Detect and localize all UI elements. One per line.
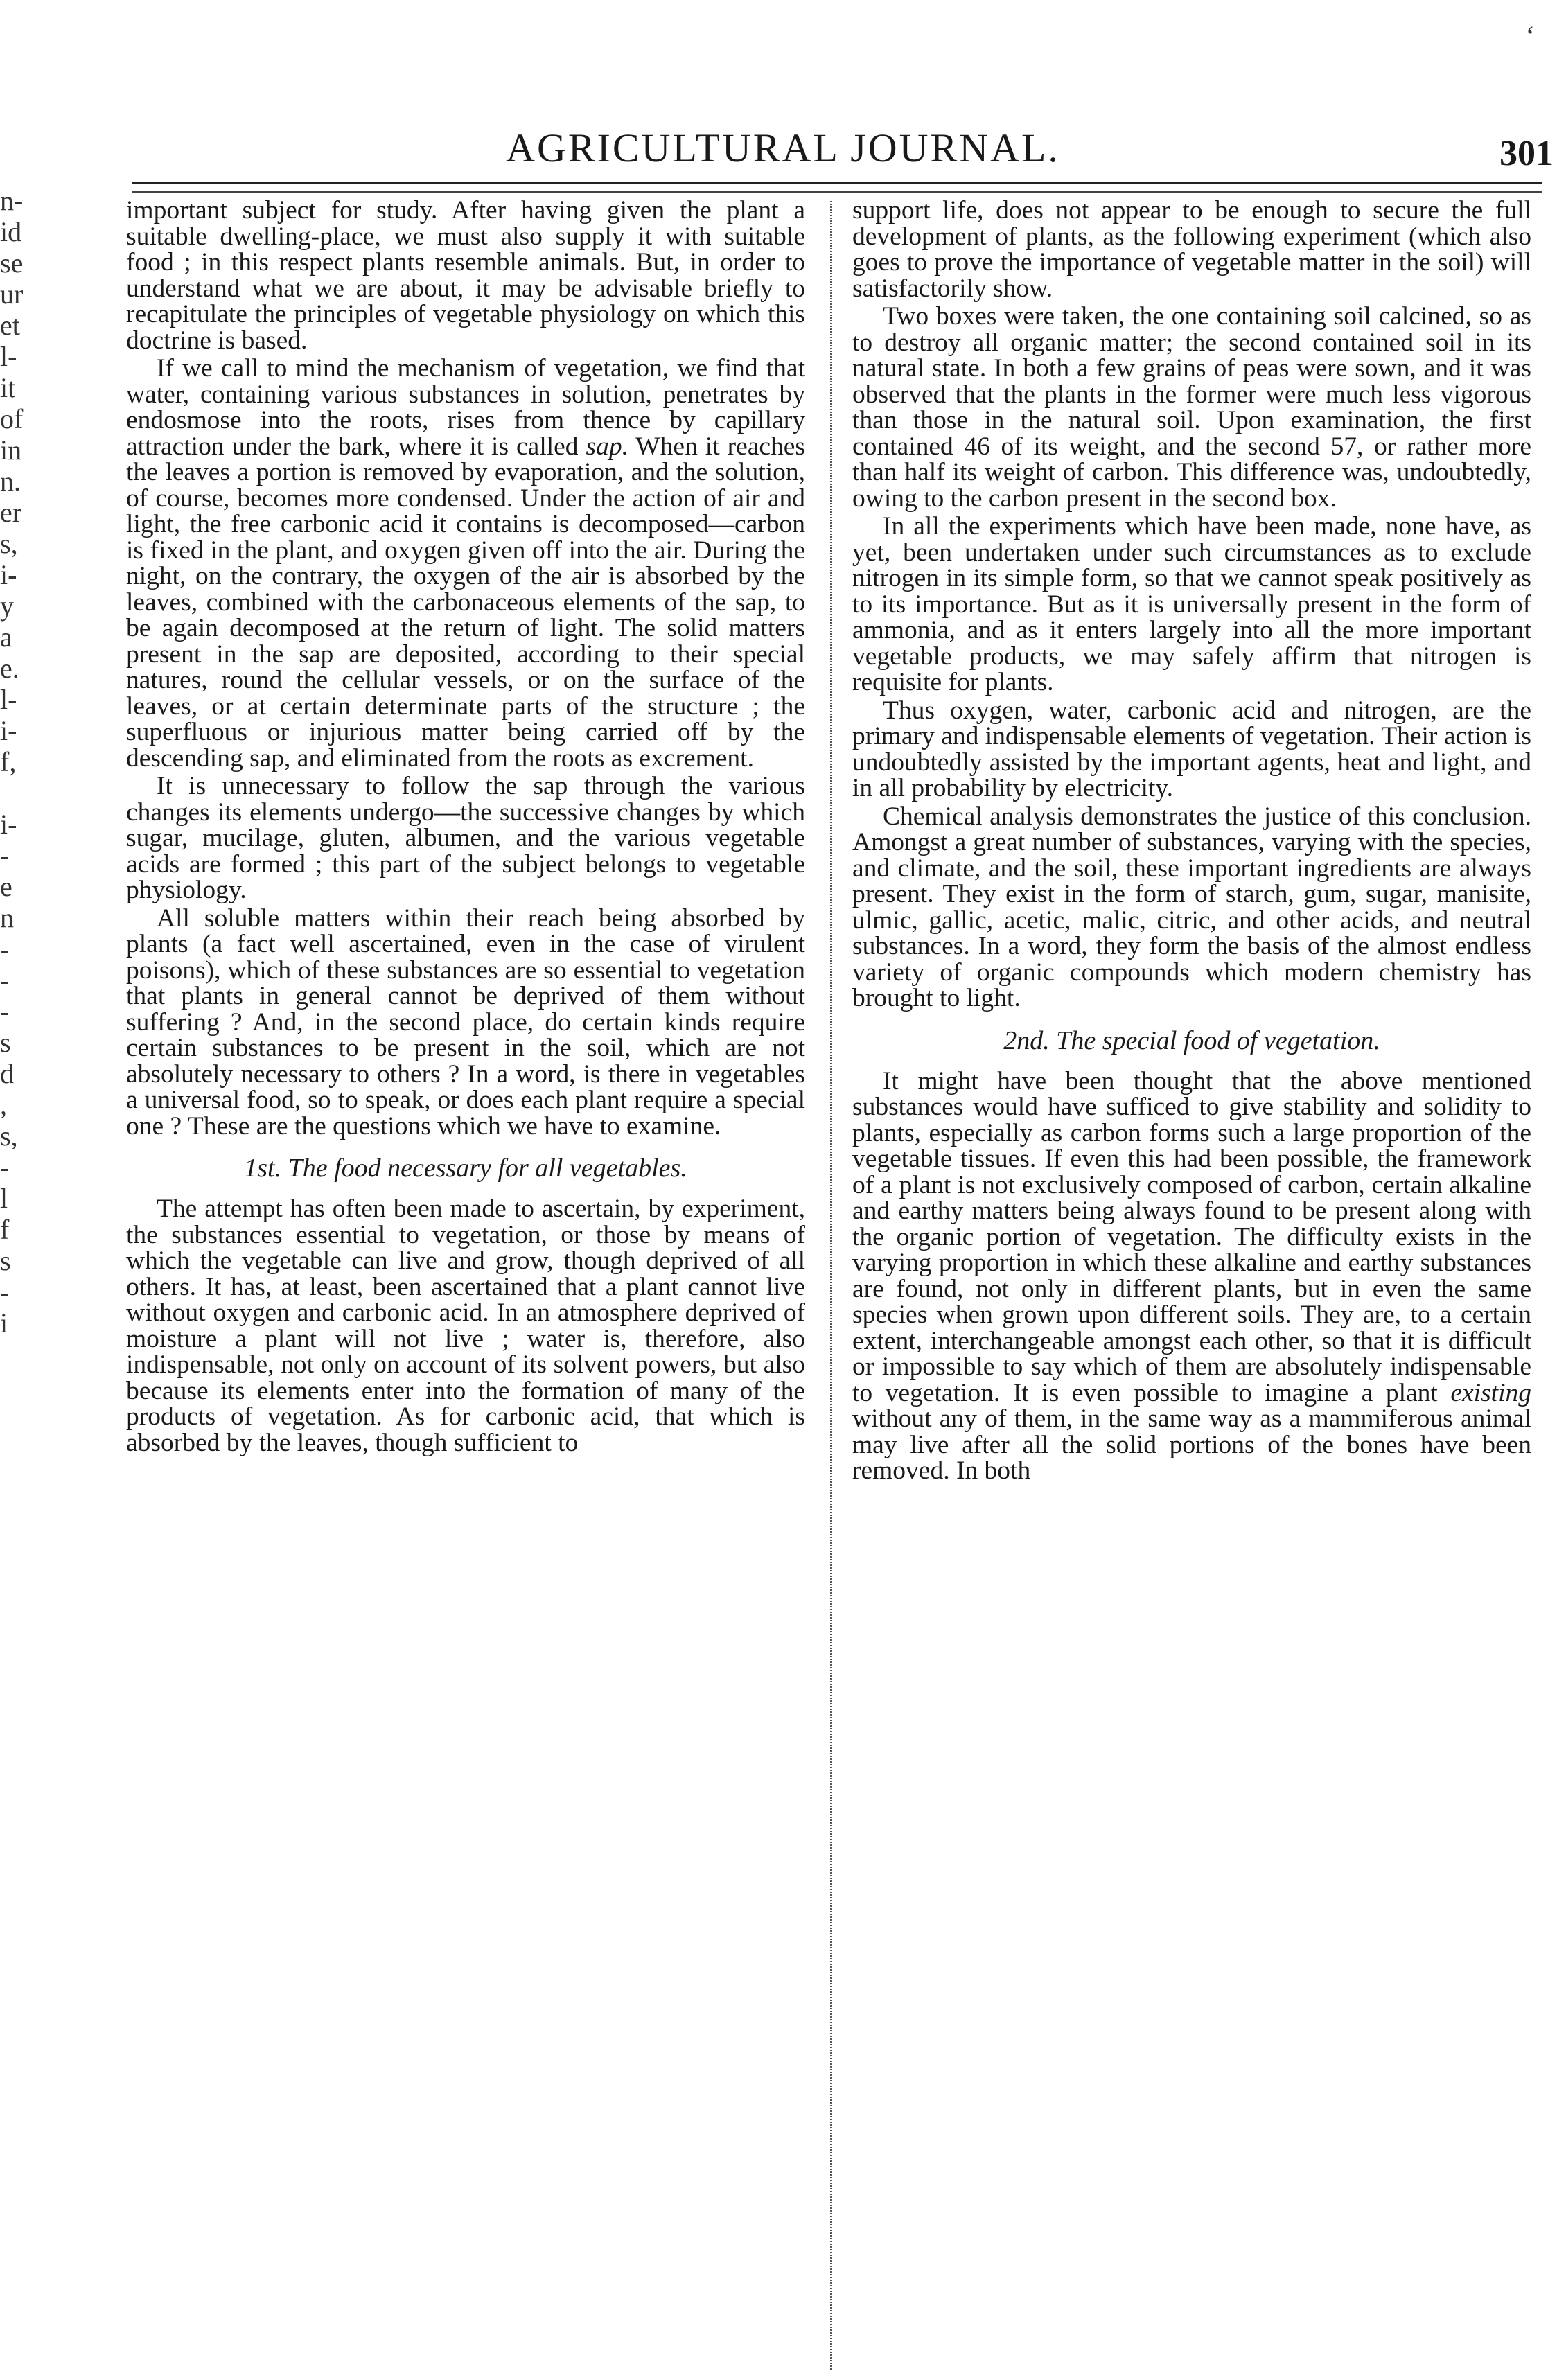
adjacent-page-margin [0, 187, 28, 1341]
margin-fragment: l [0, 1183, 8, 1214]
margin-fragment: s [0, 1027, 11, 1058]
margin-fragment: f [0, 1214, 10, 1245]
paragraph: Chemical analysis demonstrates the justice of this conclusion. Amongst a great number of substances, varying with the species, and climate, and the soil, these important ingredients are always present. They exist in the form of starch, gum, sugar, manisite, ulmic, gallic, acetic, malic, citric, and other acids, and neutral substances. In a word, they form the basis of the almost endless variety of organic compounds which modern chemistry has brought to light. [852, 802, 1531, 1012]
margin-fragment: s, [0, 1120, 18, 1152]
paragraph-text: It might have been thought that the above mentioned substances would have sufficed to give stability and solidity to plants, especially as carbon forms such a large proportion of the vegetable tissues. If even this had been possible, the framework of a plant is not exclusively composed of carbon, certain alkaline and earthy matters being always found to be present along with the organic portion of vegetation. The difficulty exists in the varying proportion in which these alkaline and earthy substances are found, not only in different plants, but in even the same species when grown upon different soils. They are, to a certain extent, interchangeable amongst each other, so that it is difficult or impossible to say which of them are absolutely indispensable to vegetation. It is even possible to imagine a plant [852, 1066, 1531, 1407]
margin-fragment: - [0, 996, 10, 1027]
paragraph-text: without any of them, in the same way as a mammiferous animal may live after all the solid portions of the bones have been removed. In both [852, 1404, 1531, 1485]
margin-fragment: i- [0, 715, 17, 746]
margin-fragment: ur [0, 279, 24, 310]
paragraph: In all the experiments which have been made, none have, as yet, been undertaken under such circumstances as to exclude nitrogen in its simple form, so that we cannot speak positively as to its importance. But as it is universally present in the form of ammonia, and as it enters largely into all the more important vegetable products, we may safely affirm that nitrogen is requisite for plants. [852, 512, 1531, 696]
running-title: AGRICULTURAL JOURNAL. [506, 125, 1060, 170]
margin-fragment: f, [0, 746, 17, 777]
margin-fragment: n- [0, 185, 24, 216]
margin-fragment: er [0, 497, 22, 528]
paragraph: Two boxes were taken, the one containing soil calcined, so as to destroy all organic matter; the second contained soil in its natural state. In both a few grains of peas were sown, and it was observed that the plants in the former were much less vigorous than those in the natural soil. Upon examination, the first contained 46 of its weight, and the second 57, or rather more than half its weight of carbon. This difference was, undoubtedly, owing to the carbon present in the second box. [852, 302, 1531, 513]
margin-fragment: s, [0, 528, 18, 559]
paragraph: Thus oxygen, water, carbonic acid and nitrogen, are the primary and indispensable elements of vegetation. Their action is undoubtedly assisted by the important agents, heat and light, and in all probability by electricity. [852, 696, 1531, 802]
margin-fragment: - [0, 1276, 10, 1307]
margin-fragment: i [0, 1307, 8, 1339]
margin-fragment: - [0, 1152, 10, 1183]
margin-fragment: d [0, 1058, 14, 1089]
paragraph: important subject for study. After having given the plant a suitable dwelling-place, we must also supply it with suitable food ; in this respect plants resemble animals. But, in order to understand what we are about, it may be advisable briefly to recapitulate the principles of vegetable physiology on which this doctrine is based. [126, 197, 805, 355]
margin-fragment: of [0, 403, 24, 434]
margin-fragment: in [0, 434, 22, 466]
paragraph-text: When it reaches the leaves a portion is removed by evaporation, and the solution, of course, becomes more condensed. Under the action of air and light, the free carbonic acid it contains is decomposed—carbon is fixed in the plant, and oxygen given off into the air. During the night, on the contrary, the oxygen of the air is absorbed by the leaves, combined with the carbonaceous elements of the sap, to be again decomposed at the return of light. The solid matters present in the sap are deposited, according to their special natures, round the cellular vessels, or on the surface of the leaves, or at certain determinate parts of the structure ; the superfluous or injurious matter being carried off by the descending sap, and eliminated from the roots as excrement. [126, 432, 805, 773]
margin-fragment: , [0, 1089, 7, 1120]
paragraph: All soluble matters within their reach being absorbed by plants (a fact well ascertained, even in the case of virulent poisons), which of these substances are so essential to vegetation that plants in general cannot be deprived of them without suffering ? And, in the second place, do certain kinds require certain substances to be present in the soil, which are not absolutely necessary to others ? In a word, is there in vegetables a universal food, so to speak, or does each plant require a special one ? These are the questions which we have to examine. [126, 903, 805, 1140]
paragraph [852, 1068, 1531, 1484]
paragraph-text: If we call to mind the mechanism of vegetation, we find that water, containing various substances in solution, penetrates by endosmose into the roots, rises from thence by capillary attraction under the bark, where it is called [126, 354, 805, 461]
margin-fragment: y [0, 590, 14, 622]
margin-fragment: e. [0, 653, 19, 684]
italic-term: sap. [586, 432, 628, 461]
margin-fragment: - [0, 840, 10, 871]
margin-fragment: et [0, 310, 20, 341]
paragraph [126, 355, 805, 771]
right-column [852, 197, 1531, 2359]
page-number: 301 [1499, 134, 1554, 173]
margin-fragment: l- [0, 684, 17, 715]
margin-fragment: i- [0, 559, 17, 590]
margin-fragment: se [0, 247, 24, 279]
paragraph: The attempt has often been made to ascertain, by experiment, the substances essential to vegetation, or those by means of which the vegetable can live and grow, though deprived of all others. It has, at least, been ascertained that a plant cannot live without oxygen and carbonic acid. In an atmosphere deprived of moisture a plant will not live ; water is, therefore, also indispensable, not only on account of its solvent powers, but also because its elements enter into the formation of many of the products of vegetation. As for carbonic acid, that which is absorbed by the leaves, though sufficient to [126, 1195, 805, 1457]
margin-fragment: it [0, 372, 16, 403]
header-rule [132, 182, 1542, 184]
column-divider [830, 201, 832, 2370]
margin-fragment: n. [0, 466, 21, 497]
margin-fragment: s [0, 1245, 11, 1276]
header-rule-double [132, 191, 1542, 193]
margin-fragment: n [0, 902, 14, 933]
scan-mark: ʻ [1525, 20, 1535, 51]
section-heading: 1st. The food necessary for all vegetables. [244, 1154, 687, 1183]
margin-fragment: e [0, 871, 12, 902]
italic-term: existing [1450, 1378, 1531, 1407]
margin-fragment: i- [0, 809, 17, 840]
margin-fragment: - [0, 964, 10, 996]
margin-fragment: - [0, 933, 10, 964]
margin-fragment [0, 779, 28, 811]
margin-fragment: id [0, 216, 22, 247]
paragraph: It is unnecessary to follow the sap through the various changes its elements undergo—the successive changes by which sugar, mucilage, gluten, albumen, and the various vegetable acids are formed ; this part of the subject belongs to vegetable physiology. [126, 772, 805, 904]
paragraph: support life, does not appear to be enough to secure the full development of plants, as the following experiment (which also goes to prove the importance of vegetable matter in the soil) will satisfactorily show. [852, 197, 1531, 303]
margin-fragment: a [0, 622, 12, 653]
left-column [126, 197, 805, 2359]
section-heading: 2nd. The special food of vegetation. [1003, 1025, 1380, 1055]
margin-fragment: l- [0, 341, 17, 372]
